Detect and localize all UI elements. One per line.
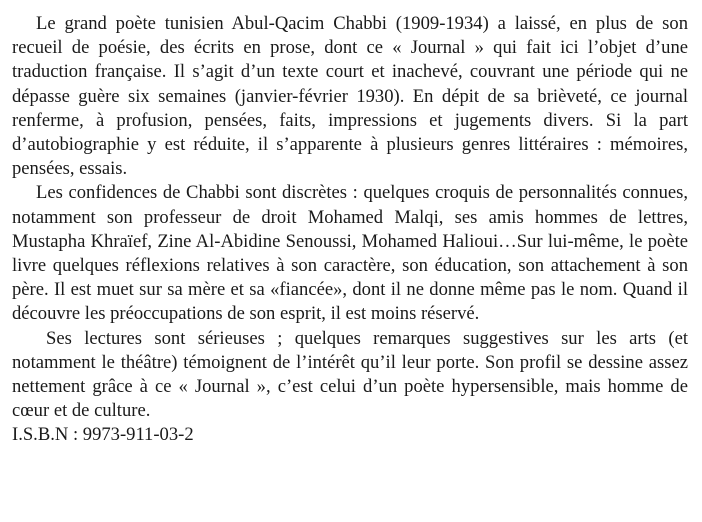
paragraph-confidences: Les confidences de Chabbi sont discrètes : quelques croquis de personnalités connues, notamment son professeur de droit Mohamed Malqi, ses amis hommes de lettres, Mustapha Khraïef, Zine Al-Abidine Senoussi, Mohamed Halioui…Sur lui-même, le poète livre quelques réflexions relatives à son caractère, son éducation, son attachement à son père. Il est muet sur sa mère et sa «fiancée», dont il ne donne même pas le nom. Quand il découvre les préoccupations de son esprit, il est moins réservé. — [12, 182, 688, 325]
document-page — [12, 12, 688, 448]
paragraph-intro: Le grand poète tunisien Abul-Qacim Chabbi (1909-1934) a laissé, en plus de son recueil de poésie, des écrits en prose, dont ce « Journal » qui fait ici l’objet d’une traduction française. Il s’agit d’un texte court et inachevé, couvrant une période qui ne dépasse guère six semaines (janvier-février 1930). En dépit de sa brièveté, ce journal renferme, à profusion, pensées, faits, impressions et jugements divers. Si la part d’autobiographie y est réduite, il s’apparente à plusieurs genres littéraires : mémoires, pensées, essais. — [12, 13, 688, 180]
paragraph-lectures: Ses lectures sont sérieuses ; quelques remarques suggestives sur les arts (et notamment le théâtre) témoignent de l’intérêt qu’il leur porte. Son profil se dessine assez nettement grâce à ce « Journal », c’est celui d’un poète hypersensible, mais homme de cœur et de culture. — [12, 327, 688, 422]
isbn-line: I.S.B.N : 9973-911-03-2 — [12, 424, 194, 446]
